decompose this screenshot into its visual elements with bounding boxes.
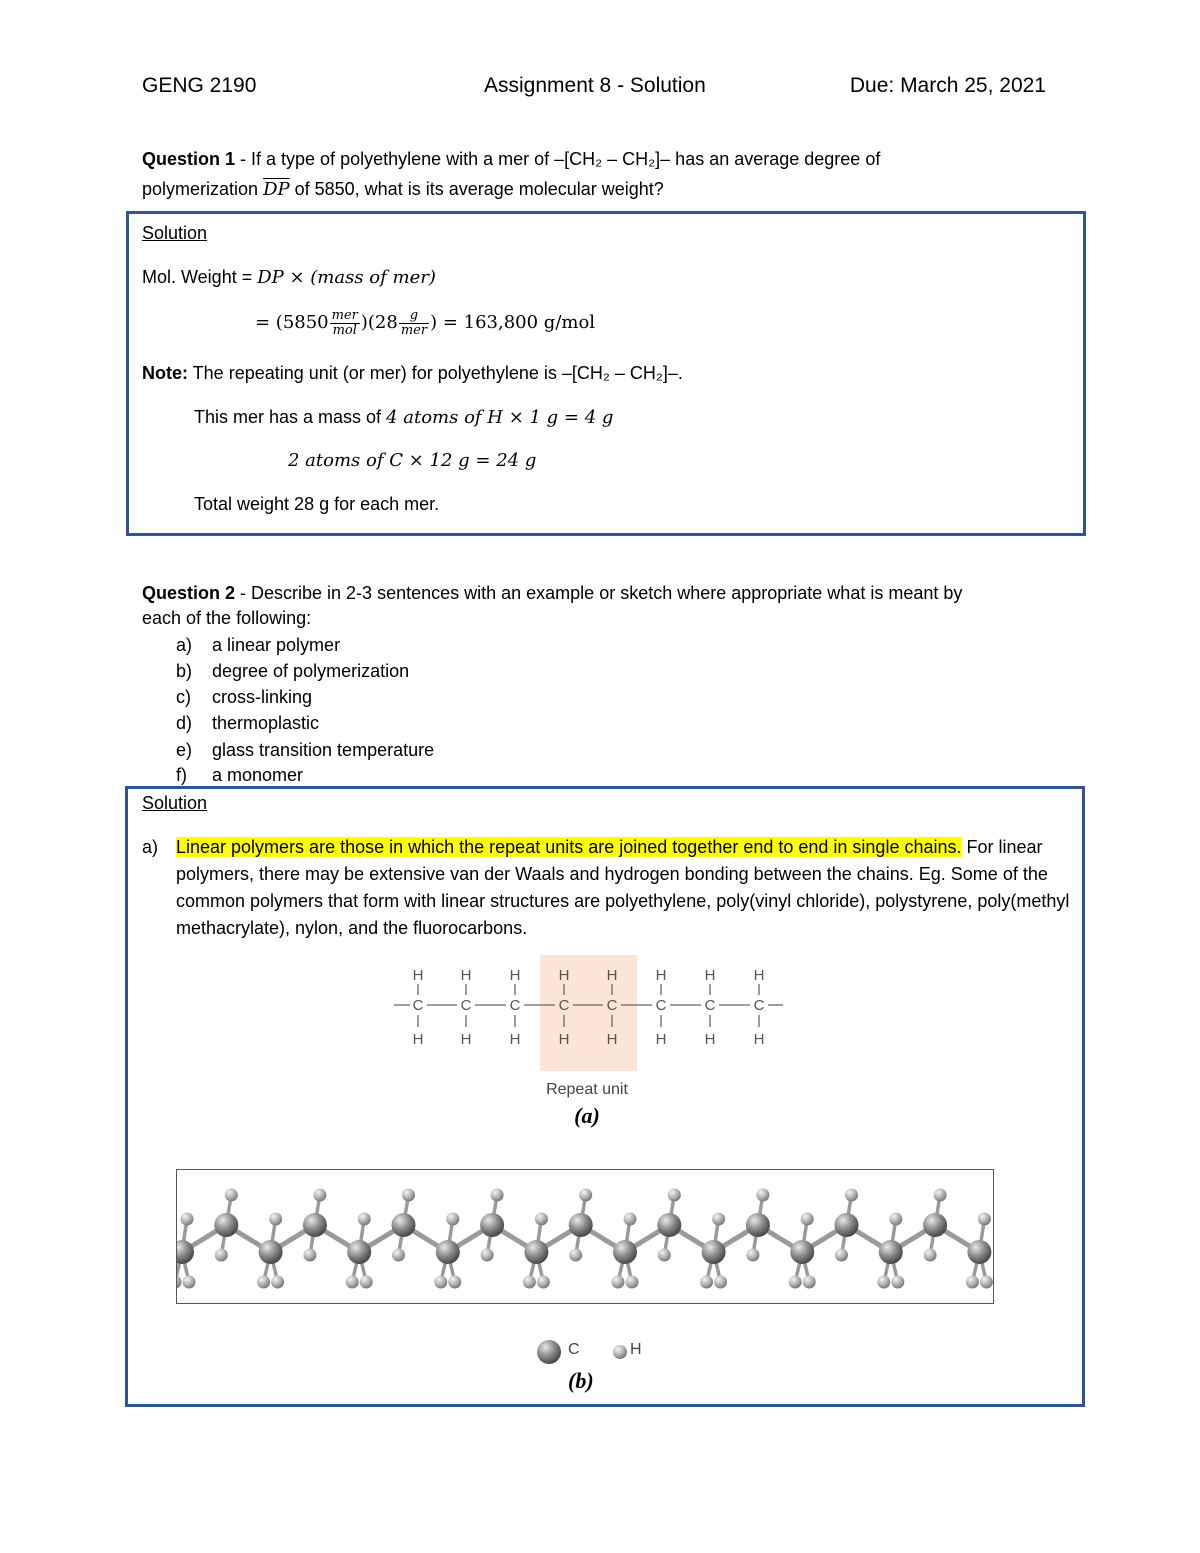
carbon-atom: [347, 1240, 371, 1264]
note-text: The repeating unit (or mer) for polyethylene is –[CH₂ – CH₂]–.: [188, 363, 683, 383]
question-1-text-2b: of 5850, what is its average molecular weight?: [289, 179, 664, 199]
hydrogen-atom: [803, 1276, 816, 1289]
carbon-atom: [879, 1240, 903, 1264]
hydrogen-atom-swatch: [613, 1345, 627, 1359]
legend-carbon-label: C: [568, 1341, 580, 1358]
figure-b-caption: (b): [568, 1368, 594, 1393]
hydrogen-atom: [934, 1189, 947, 1202]
calc-part-2: )(28: [360, 312, 398, 333]
hydrogen-atom-top: H: [412, 967, 424, 984]
hydrogen-atom: [579, 1189, 592, 1202]
carbon-atom: C: [412, 997, 424, 1014]
carbon-atom: C: [509, 997, 521, 1014]
hydrogen-atom: [756, 1189, 769, 1202]
list-item: d) thermoplastic: [176, 713, 320, 733]
carbon-atom: [436, 1240, 460, 1264]
note-line: [142, 360, 683, 386]
hydrogen-atom: [537, 1276, 550, 1289]
hydrogen-atom: [523, 1276, 536, 1289]
list-item: b) degree of polymerization: [176, 661, 410, 681]
carbon-atom: [303, 1213, 327, 1237]
carbon-atom: C: [704, 997, 716, 1014]
answer-a-body: [176, 834, 1072, 942]
due-date: Due: March 25, 2021: [849, 74, 1046, 97]
hydrogen-atom: [668, 1189, 681, 1202]
hydrogen-atom: [626, 1276, 639, 1289]
hydrogen-atom: [392, 1249, 405, 1262]
figure-b-ball-and-stick: [176, 1169, 994, 1304]
legend-hydrogen-label: H: [630, 1341, 642, 1358]
hydrogen-atom: [313, 1189, 326, 1202]
hydrogen-atom: [877, 1276, 890, 1289]
carbon-atom: C: [753, 997, 765, 1014]
hydrogen-atom-top: H: [606, 967, 618, 984]
hydrogen-atom: [360, 1276, 373, 1289]
hydrogen-atom: [215, 1249, 228, 1262]
carbon-atom: [790, 1240, 814, 1264]
hydrogen-atom: [183, 1276, 196, 1289]
hydrogen-atom: [889, 1213, 902, 1226]
hydrogen-atom: [448, 1276, 461, 1289]
question-1-text-2a: polymerization: [142, 179, 264, 199]
hydrogen-atom: [712, 1213, 725, 1226]
repeat-unit-highlight: [540, 955, 637, 1071]
hydrogen-atom: [271, 1276, 284, 1289]
hydrogen-atom: [346, 1276, 359, 1289]
ball-and-stick-svg: [177, 1170, 994, 1304]
calc-part-1: = (5850: [255, 312, 329, 333]
figure-a-caption: (a): [574, 1103, 600, 1128]
hydrogen-atom: [845, 1189, 858, 1202]
fraction-mer-per-mol: $\frac{\text{mer}}{\text{mol}}$: [331, 307, 358, 338]
total-weight-line: Total weight 28 g for each mer.: [194, 494, 440, 514]
list-item: f) a monomer: [176, 765, 304, 785]
hydrogen-atom: [257, 1276, 270, 1289]
hydrogen-atom: [700, 1276, 713, 1289]
solution-2-heading: Solution: [142, 793, 208, 813]
mass-hydrogen: 4 atoms of H × 1 g = 4 g: [386, 407, 614, 428]
assignment-title: Assignment 8 - Solution: [484, 74, 706, 97]
hydrogen-atom-bottom: H: [655, 1031, 667, 1048]
note-label: Note:: [142, 363, 188, 383]
hydrogen-atom: [801, 1213, 814, 1226]
carbon-atom-swatch: [537, 1340, 561, 1364]
hydrogen-atom-bottom: H: [704, 1031, 716, 1048]
mol-weight-label: Mol. Weight =: [142, 267, 258, 287]
repeat-unit-label: Repeat unit: [546, 1081, 628, 1098]
hydrogen-atom-bottom: H: [460, 1031, 472, 1048]
question-2-line-1: [142, 580, 962, 606]
hydrogen-atom-bottom: H: [558, 1031, 570, 1048]
question-2-line-2: each of the following:: [142, 608, 312, 628]
mass-carbon-line: 2 atoms of C × 12 g = 24 g: [288, 450, 537, 471]
carbon-atom: [746, 1213, 770, 1237]
hydrogen-atom-top: H: [753, 967, 765, 984]
carbon-atom: [569, 1213, 593, 1237]
list-item: a) a linear polymer: [176, 635, 341, 655]
hydrogen-atom: [835, 1249, 848, 1262]
hydrogen-atom: [402, 1189, 415, 1202]
carbon-atom: [392, 1213, 416, 1237]
carbon-atom: [524, 1240, 548, 1264]
carbon-atom: [923, 1213, 947, 1237]
mol-weight-expression: DP × (mass of mer): [257, 267, 436, 288]
course-code: GENG 2190: [142, 74, 257, 97]
hydrogen-atom: [181, 1213, 194, 1226]
hydrogen-atom: [966, 1276, 979, 1289]
carbon-atom: C: [460, 997, 472, 1014]
calc-result: ) = 163,800 g/mol: [430, 312, 596, 333]
answer-a: [142, 834, 1072, 942]
hydrogen-atom: [714, 1276, 727, 1289]
hydrogen-atom: [177, 1276, 182, 1289]
hydrogen-atom: [269, 1213, 282, 1226]
hydrogen-atom-bottom: H: [753, 1031, 765, 1048]
hydrogen-atom-bottom: H: [412, 1031, 424, 1048]
mass-hydrogen-line: [194, 404, 613, 431]
hydrogen-atom-top: H: [558, 967, 570, 984]
hydrogen-atom: [624, 1213, 637, 1226]
hydrogen-atom: [891, 1276, 904, 1289]
solution-1-heading: Solution: [142, 223, 208, 243]
hydrogen-atom: [789, 1276, 802, 1289]
carbon-atom: [967, 1240, 991, 1264]
carbon-atom: C: [655, 997, 667, 1014]
hydrogen-atom-bottom: H: [509, 1031, 521, 1048]
carbon-atom: [657, 1213, 681, 1237]
hydrogen-atom: [491, 1189, 504, 1202]
carbon-atom: [214, 1213, 238, 1237]
structural-formula-svg: [380, 955, 800, 1135]
hydrogen-atom: [303, 1249, 316, 1262]
question-2-text-1: - Describe in 2-3 sentences with an example or sketch where appropriate what is meant by: [235, 583, 963, 603]
mass-intro: This mer has a mass of: [194, 407, 387, 427]
answer-a-highlight: Linear polymers are those in which the repeat units are joined together end to end in single chains.: [176, 837, 962, 857]
answer-a-label: a): [142, 837, 159, 857]
hydrogen-atom: [924, 1249, 937, 1262]
mol-weight-calculation: [255, 308, 595, 338]
hydrogen-atom-top: H: [655, 967, 667, 984]
hydrogen-atom: [225, 1189, 238, 1202]
hydrogen-atom-top: H: [460, 967, 472, 984]
carbon-atom: C: [606, 997, 618, 1014]
carbon-atom: C: [558, 997, 570, 1014]
hydrogen-atom: [358, 1213, 371, 1226]
page-header: [142, 74, 1046, 104]
question-1-label: Question 1: [142, 149, 236, 169]
question-2-label: Question 2: [142, 583, 236, 603]
hydrogen-atom: [746, 1249, 759, 1262]
fraction-g-per-mer: $\frac{g}{\text{mer}}$: [400, 307, 428, 338]
hydrogen-atom: [446, 1213, 459, 1226]
hydrogen-atom-top: H: [509, 967, 521, 984]
list-item: e) glass transition temperature: [176, 740, 435, 760]
hydrogen-atom: [434, 1276, 447, 1289]
hydrogen-atom-bottom: H: [606, 1031, 618, 1048]
figure-b-legend: [536, 1338, 656, 1366]
carbon-atom: [480, 1213, 504, 1237]
hydrogen-atom: [612, 1276, 625, 1289]
carbon-atom: [613, 1240, 637, 1264]
hydrogen-atom: [481, 1249, 494, 1262]
question-1-line-1: [142, 146, 880, 172]
answer-a-text: For linear polymers, there may be extensive van der Waals and hydrogen bonding between the chains. Eg. Some of the common polymers that form with linear structures are polyethylene, poly(vinyl chloride), polystyrene, poly(methyl methacrylate), nylon, and the fluorocarbons.: [176, 837, 1070, 938]
figure-a-structural-formula: [380, 955, 800, 1135]
hydrogen-atom-top: H: [704, 967, 716, 984]
carbon-atom: [259, 1240, 283, 1264]
carbon-atom: [835, 1213, 859, 1237]
hydrogen-atom: [569, 1249, 582, 1262]
list-item: c) cross-linking: [176, 687, 313, 707]
question-1-text-1: - If a type of polyethylene with a mer of –[CH₂ – CH₂]– has an average degree of: [235, 149, 881, 169]
mol-weight-formula: [142, 264, 436, 291]
carbon-atom: [702, 1240, 726, 1264]
dp-symbol: $\overline{DP}$: [263, 179, 290, 200]
hydrogen-atom: [535, 1213, 548, 1226]
hydrogen-atom: [658, 1249, 671, 1262]
hydrogen-atom: [978, 1213, 991, 1226]
hydrogen-atom: [980, 1276, 993, 1289]
question-1-line-2: [142, 176, 664, 203]
